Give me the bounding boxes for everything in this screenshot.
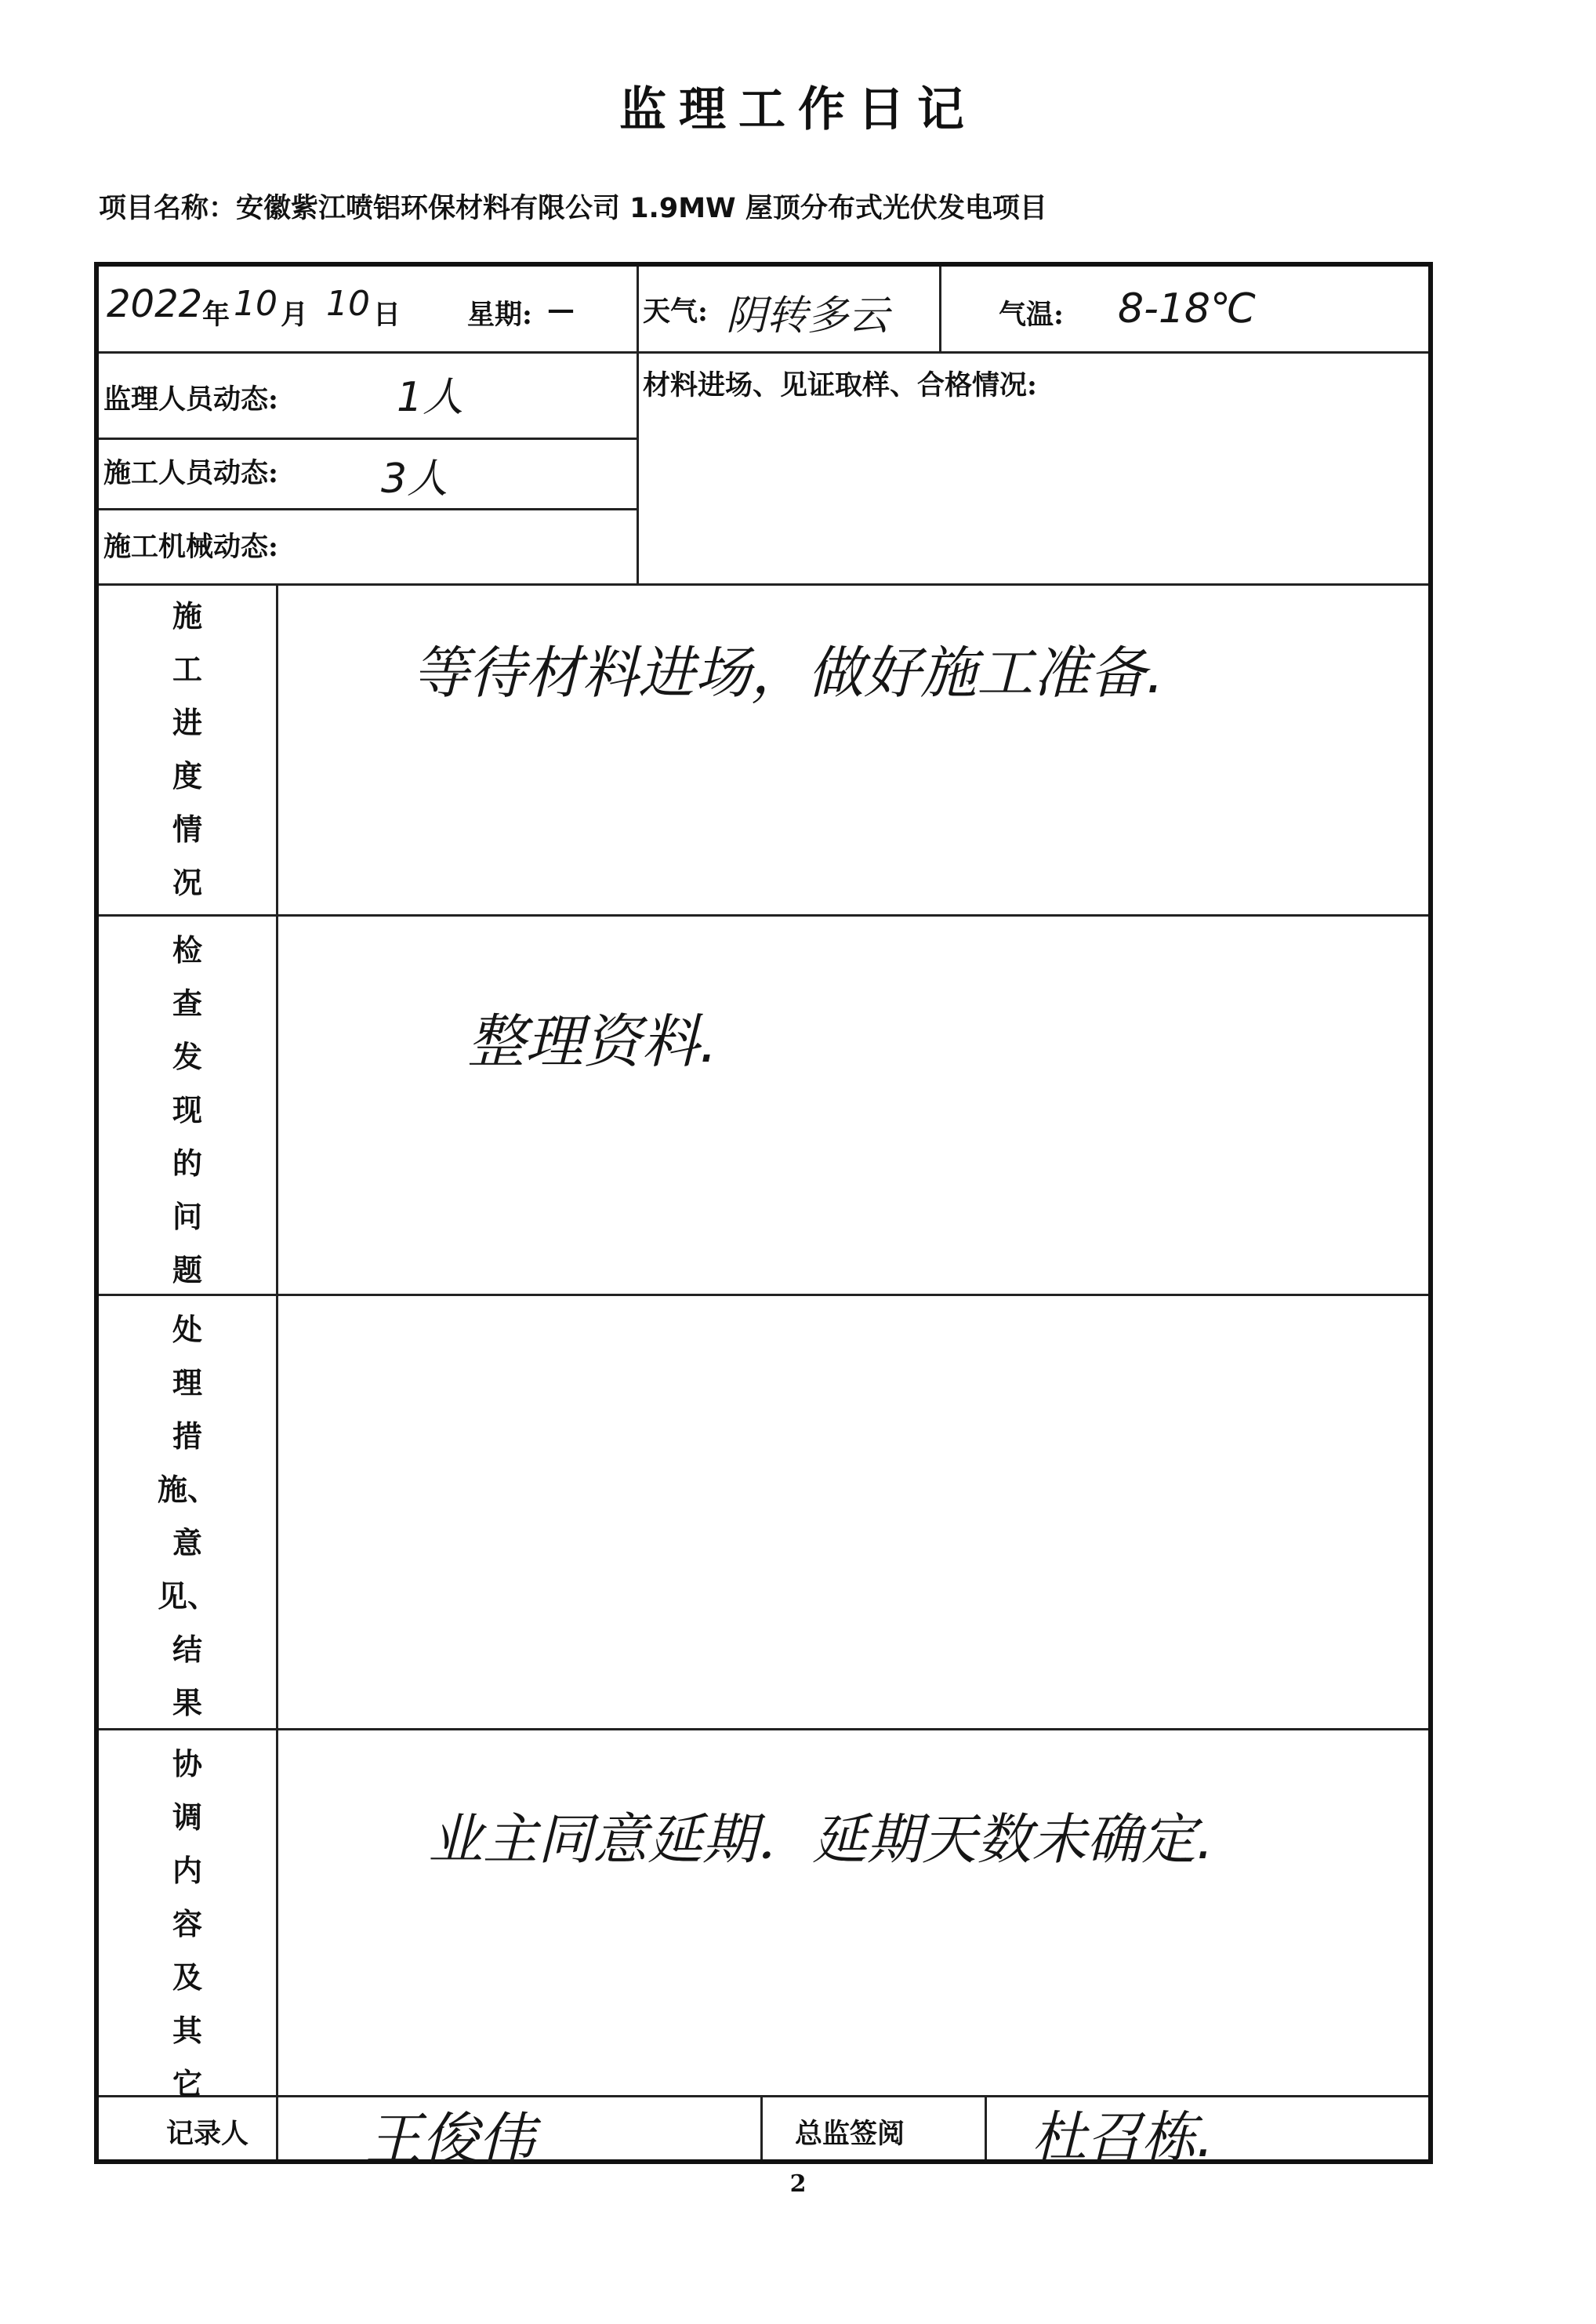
temperature-value: 8-18℃ [1118,285,1257,332]
weather-label: 天气: [643,296,708,328]
supervisor-staff-label: 监理人员动态: [103,383,278,416]
supervisor-staff-value: 1人 [397,374,464,421]
handling-section-label: 处 理 措 施、 意 见、 结 果 [157,1312,217,1720]
row-divider [99,1294,1428,1296]
row-divider [99,438,637,440]
row-divider [99,914,1428,917]
date-day: 10 [326,284,370,324]
construction-staff-label: 施工人员动态: [103,457,278,489]
date-year: 2022 [107,282,203,326]
chief-signature: 杜召栋. [1032,2105,1214,2170]
row-divider [99,351,1428,354]
date-year-unit: 年 [202,299,230,331]
page-title: 监理工作日记 [619,82,977,137]
row-divider [99,2095,1428,2097]
date-month-unit: 月 [281,299,309,331]
date-month: 10 [234,284,277,324]
temperature-label: 气温: [999,299,1064,331]
construction-staff-value: 3人 [381,456,448,503]
row-divider [99,1728,1428,1730]
recorder-signature: 王俊伟 [365,2106,535,2172]
issues-section-label: 检 查 发 现 的 问 题 [172,932,202,1287]
row-divider [99,583,1428,586]
date-day-unit: 日 [373,299,401,331]
progress-section-content: 等待材料进场，做好施工准备. [412,640,1164,706]
col-divider [276,583,278,2159]
col-divider [637,267,639,583]
materials-label: 材料进场、见证取样、合格情况: [643,369,1037,401]
col-divider [939,267,941,351]
project-label: 项目名称： [99,193,237,224]
page-number: 2 [789,2170,807,2198]
row-divider [99,508,637,510]
project-name: 安徽紫江喷铝环保材料有限公司 1.9MW 屋顶分布式光伏发电项目 [236,193,1047,224]
coordination-section-content: 业主同意延期．延期天数未确定. [428,1807,1214,1872]
issues-section-content: 整理资料. [467,1008,718,1076]
recorder-label: 记录人 [166,2118,249,2150]
weekday-label: 星期: [467,299,532,331]
col-divider [985,2095,987,2159]
progress-section-label: 施 工 进 度 情 况 [172,598,202,900]
weekday-value: — [547,293,575,325]
chief-label: 总监签阅 [795,2118,905,2150]
diary-table [94,262,1433,2172]
machinery-label: 施工机械动态: [103,531,278,563]
coordination-section-label: 协 调 内 容 及 其 它 [172,1746,202,2101]
weather-value: 阴转多云 [726,292,890,340]
col-divider [760,2095,763,2159]
project-line [99,187,1047,226]
